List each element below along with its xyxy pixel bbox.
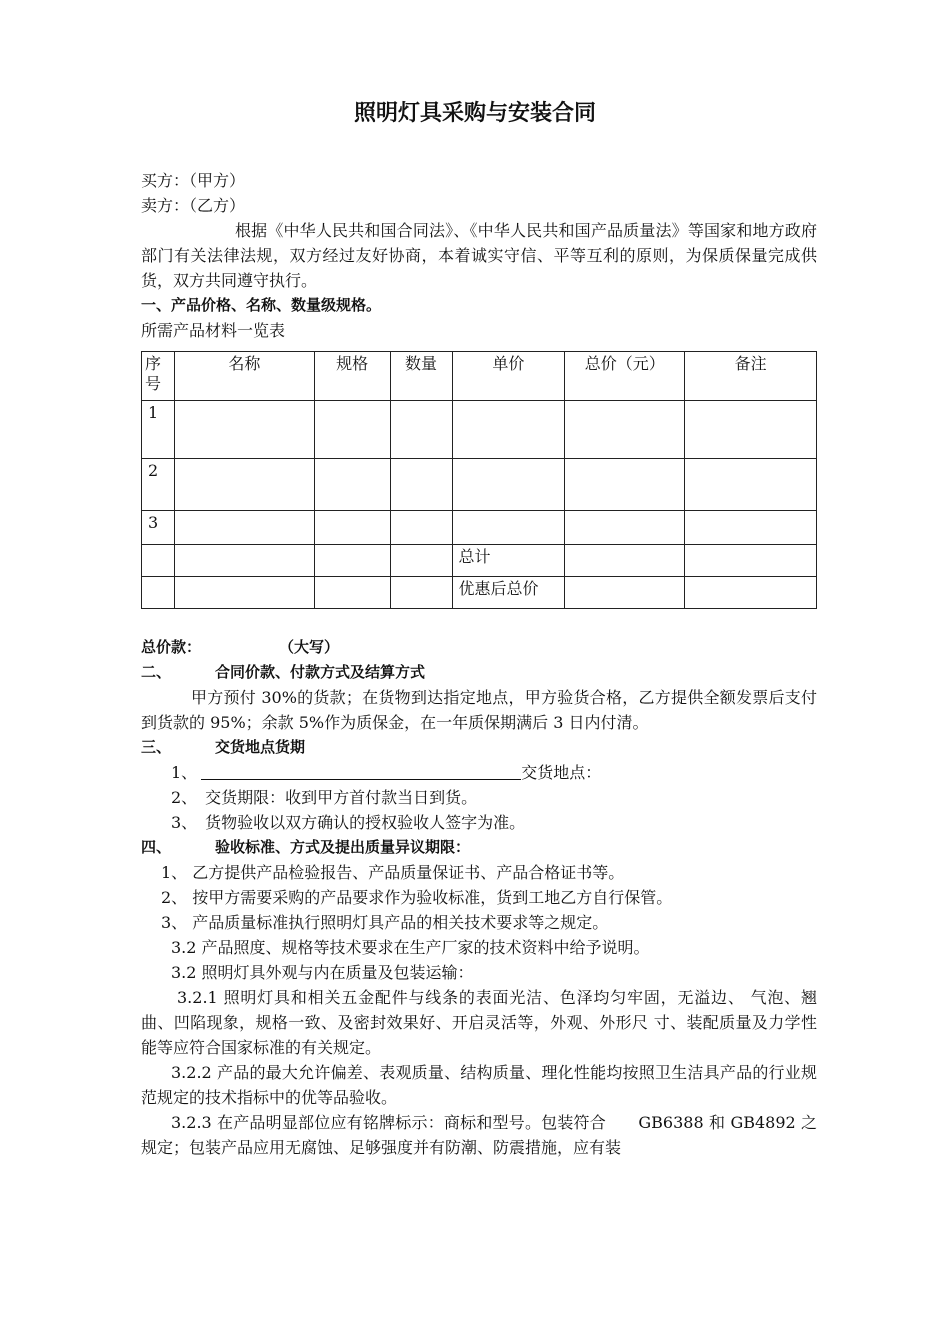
section4-heading <box>141 835 817 860</box>
contract-body <box>141 168 817 1160</box>
total-label: 总计 <box>452 545 565 577</box>
table-row <box>142 459 817 511</box>
clause-3-2-3: 3.2.3 在产品明显部位应有铭牌标示：商标和型号。包装符合 GB6388 和 GB4892 之规定；包装产品应用无腐蚀、足够强度并有防潮、防震措施，应有装 <box>141 1113 817 1157</box>
total-price-daxie: （大写） <box>279 638 340 656</box>
table-row <box>142 401 817 459</box>
col-header-index: 序号 <box>142 352 175 401</box>
col-header-spec: 规格 <box>314 352 390 401</box>
table-discount-row <box>142 577 817 609</box>
section3-title: 交货地点货期 <box>215 738 306 756</box>
delivery-place-blank <box>201 762 521 780</box>
section1-heading: 一、产品价格、名称、数量级规格。 <box>141 296 382 314</box>
inspection-signature-line: 3、 货物验收以双方确认的授权验收人签字为准。 <box>171 813 526 832</box>
table-header-row <box>142 352 817 401</box>
row-index: 3 <box>142 511 175 545</box>
row-index: 2 <box>142 459 175 511</box>
product-table <box>141 351 817 609</box>
col-header-qty: 数量 <box>390 352 452 401</box>
section2-paragraph: 甲方预付 30%的货款；在货物到达指定地点，甲方验货合格，乙方提供全额发票后支付到货款的 95%；余款 5%作为质保金，在一年质保期满后 3 日内付清。 <box>141 688 817 732</box>
intro-paragraph: 根据《中华人民共和国合同法》、《中华人民共和国产品质量法》等国家和地方政府部门有关法律法规，双方经过友好协商，本着诚实守信、平等互利的原则，为保质保量完成供货，双方共同遵守执行。 <box>141 221 817 290</box>
section2-title: 合同价款、付款方式及结算方式 <box>215 663 426 681</box>
section3-number: 三、 <box>141 738 172 756</box>
delivery-period-line: 2、 交货期限：收到甲方首付款当日到货。 <box>171 788 478 807</box>
discount-total-label: 优惠后总价 <box>452 577 565 609</box>
col-header-name: 名称 <box>174 352 314 401</box>
table-row <box>142 511 817 545</box>
delivery-place-label: 交货地点： <box>521 763 602 782</box>
buyer-line: 买方：（甲方） <box>141 171 246 190</box>
row-index: 1 <box>142 401 175 459</box>
delivery-place-line <box>141 760 817 785</box>
clause-3-2-quality: 3.2 照明灯具外观与内在质量及包装运输： <box>171 963 474 982</box>
section4-title: 验收标准、方式及提出质量异议期限： <box>215 838 471 856</box>
clause-3-2-1: 3.2.1 照明灯具和相关五金配件与线条的表面光洁、色泽均匀牢固，无溢边、 气泡、翘曲、凹陷现象，规格一致、及密封效果好、开启灵活等，外观、外形尺 寸、装配质量及力学性能等应符合国家标准的有关规定。 <box>141 988 817 1057</box>
col-header-unit-price: 单价 <box>452 352 565 401</box>
contract-title: 照明灯具采购与安装合同 <box>353 101 596 126</box>
clause-3-2-2: 3.2.2 产品的最大允许偏差、表观质量、结构质量、理化性能均按照卫生洁具产品的行业规范规定的技术指标中的优等品验收。 <box>141 1063 817 1107</box>
acceptance-item: 3、 产品质量标准执行照明灯具产品的相关技术要求等之规定。 <box>161 913 609 932</box>
table-total-row <box>142 545 817 577</box>
total-price-label: 总价款： <box>141 638 202 656</box>
section2-heading <box>141 660 817 685</box>
section2-number: 二、 <box>141 663 172 681</box>
col-header-total-price: 总价（元） <box>565 352 685 401</box>
table-caption: 所需产品材料一览表 <box>141 321 286 340</box>
col-header-remark: 备注 <box>685 352 817 401</box>
section4-number: 四、 <box>141 838 172 856</box>
acceptance-item: 2、 按甲方需要采购的产品要求作为验收标准，货到工地乙方自行保管。 <box>161 888 673 907</box>
clause-3-2-tech: 3.2 产品照度、规格等技术要求在生产厂家的技术资料中给予说明。 <box>171 938 650 957</box>
section3-heading <box>141 735 817 760</box>
seller-line: 卖方：（乙方） <box>141 196 246 215</box>
item-number: 1、 <box>171 763 198 782</box>
acceptance-item: 1、 乙方提供产品检验报告、产品质量保证书、产品合格证书等。 <box>161 863 625 882</box>
total-price-line <box>141 635 817 660</box>
